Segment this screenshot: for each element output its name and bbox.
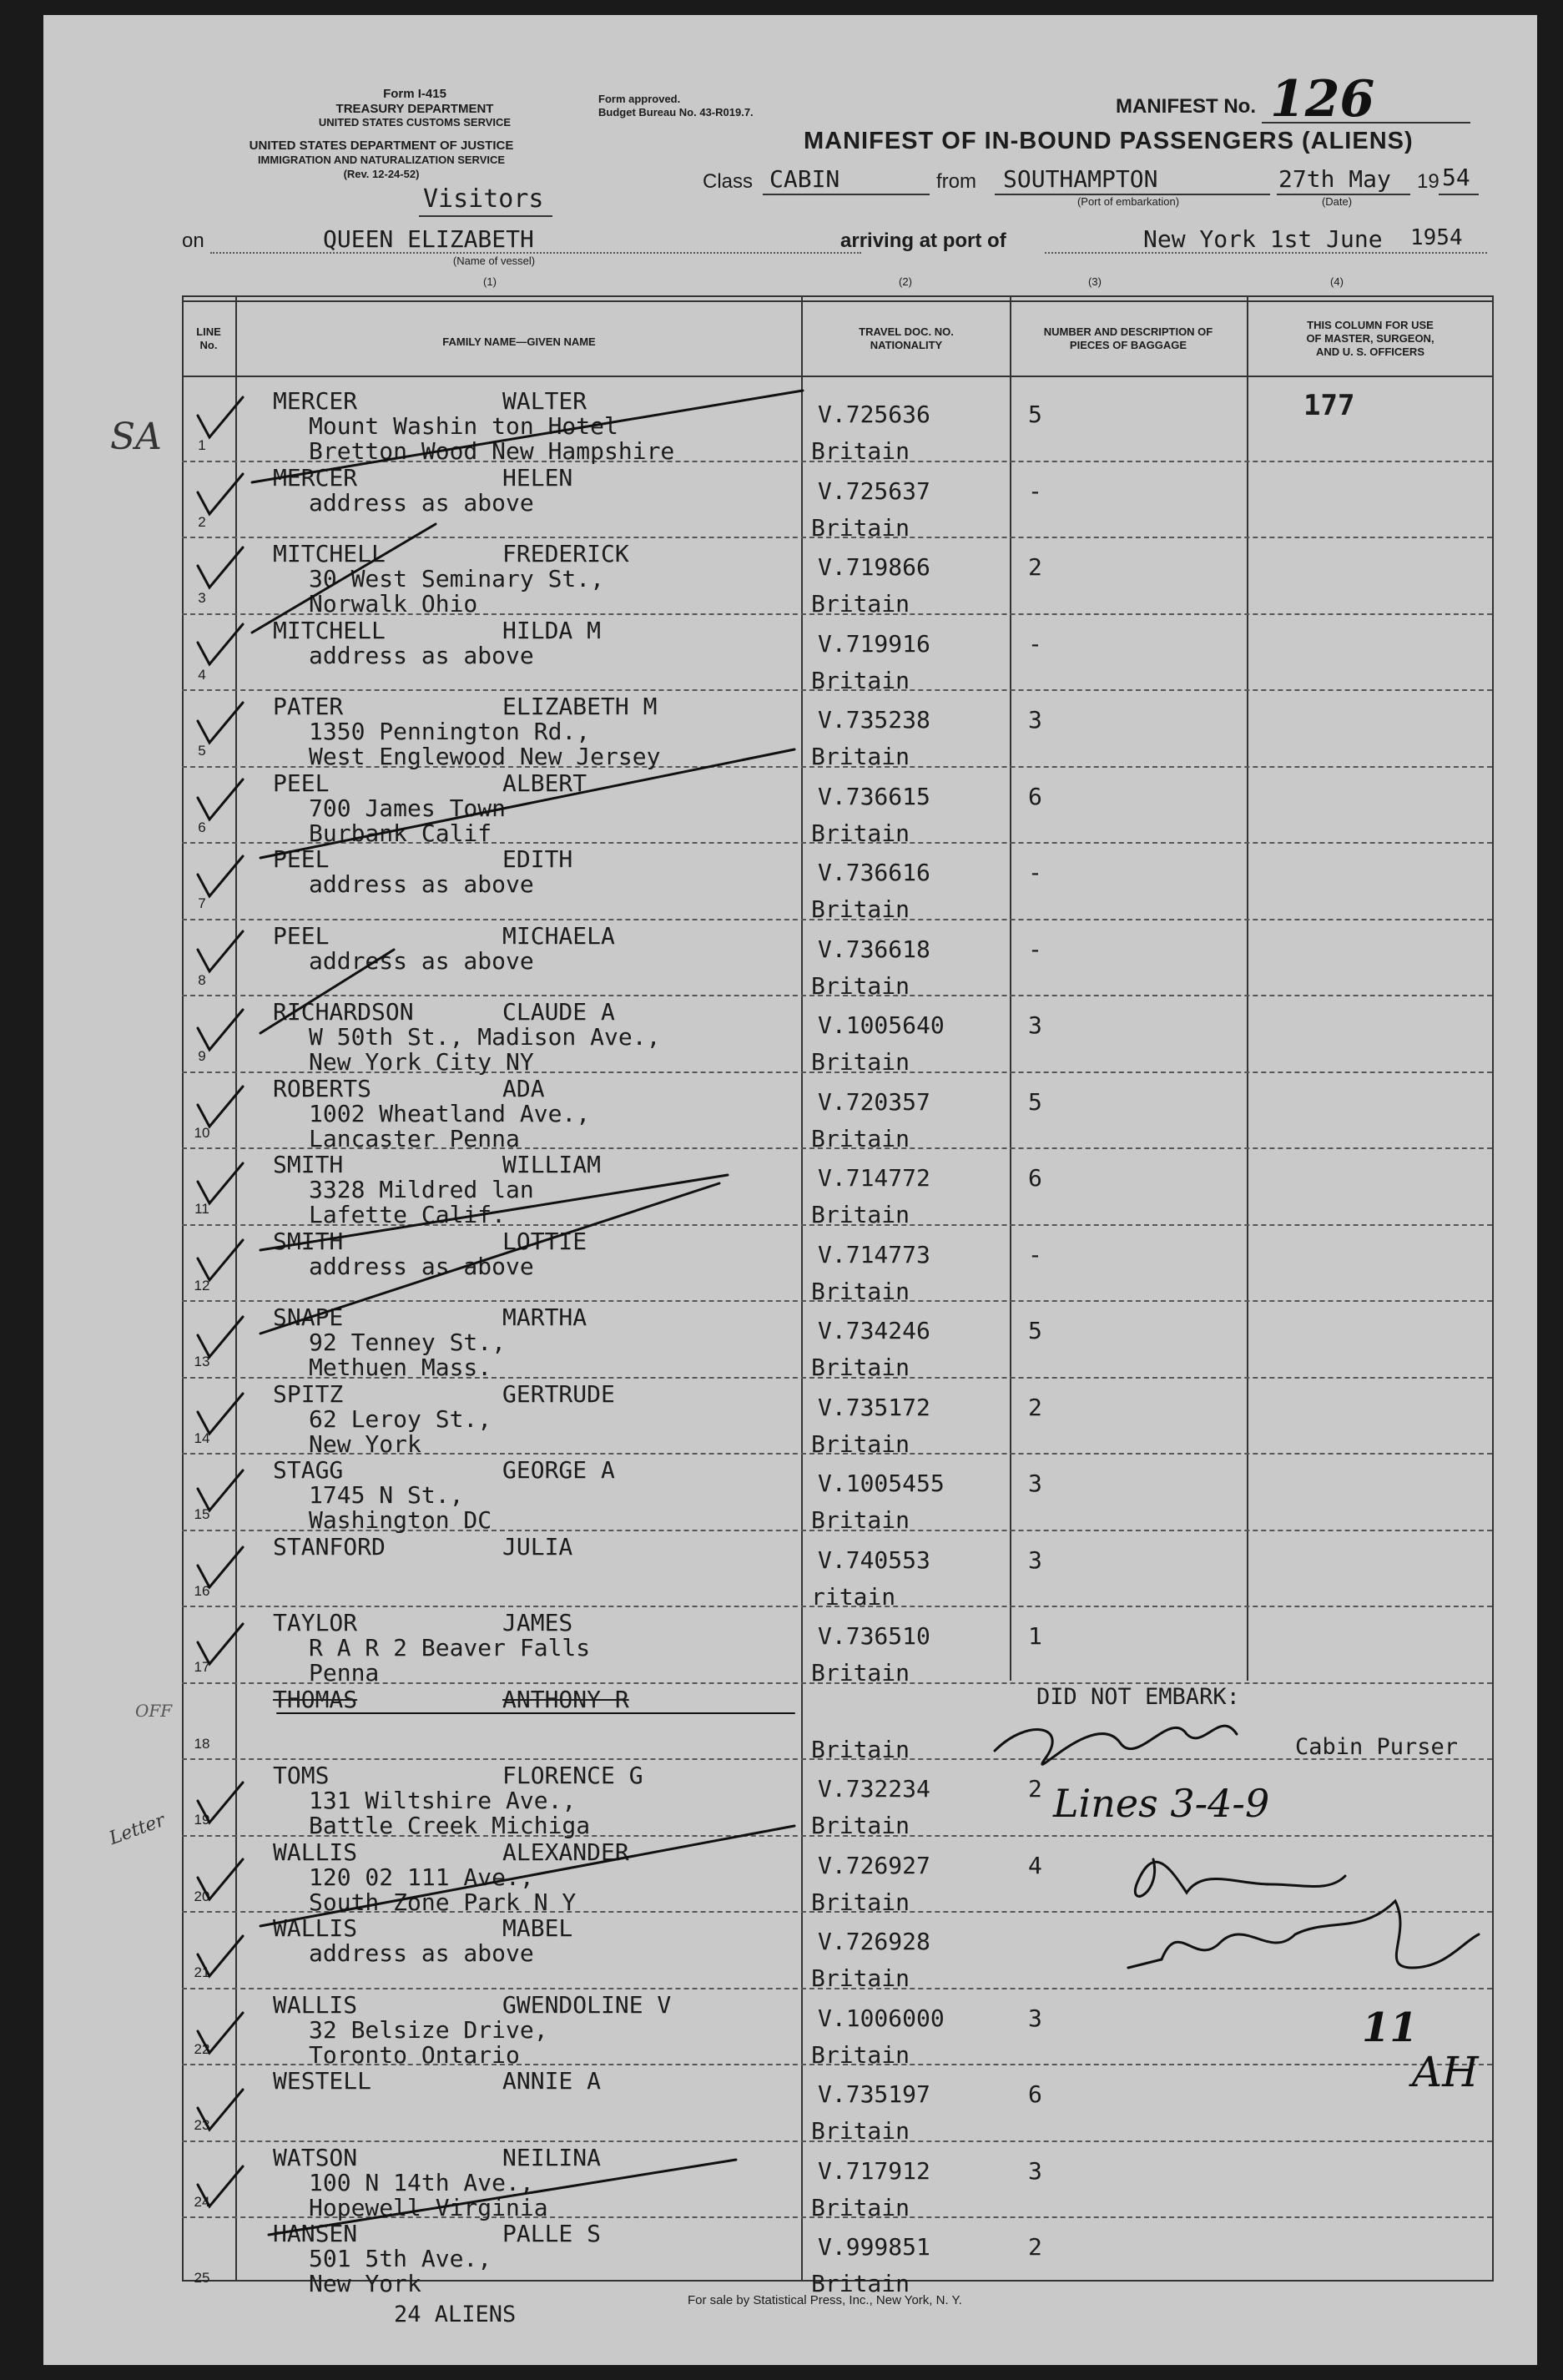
address-line-2: Lafette Calif.	[309, 1201, 507, 1228]
travel-doc-number: V.732234	[818, 1775, 930, 1803]
baggage-count: 2	[1028, 553, 1042, 581]
travel-doc-number: V.719916	[818, 630, 930, 658]
passenger-row	[43, 540, 1537, 617]
address-line-1: 1745 N St.,	[309, 1481, 464, 1509]
nationality: Britain	[811, 667, 910, 694]
address-line-1: 131 Wiltshire Ave.,	[309, 1787, 577, 1814]
travel-doc-number: V.999851	[818, 2233, 930, 2261]
form-approved: Form approved.	[598, 93, 681, 105]
given-name: JAMES	[502, 1609, 573, 1636]
family-name: SMITH	[273, 1151, 344, 1178]
passenger-row	[43, 1838, 1537, 1915]
baggage-count: 3	[1028, 2157, 1042, 2185]
passenger-row	[43, 1914, 1537, 1991]
address-line-1: 1002 Wheatland Ave.,	[309, 1100, 591, 1127]
address-line-1: address as above	[309, 642, 534, 669]
nationality: Britain	[811, 1201, 910, 1228]
line-number: 9	[198, 1048, 206, 1064]
count-note: 11	[1362, 2004, 1418, 2051]
given-name: CLAUDE A	[502, 998, 615, 1026]
manifest-no-label: MANIFEST No.	[1116, 95, 1256, 118]
family-name: SMITH	[273, 1228, 344, 1255]
margin-note-letter: Letter	[106, 1809, 169, 1850]
nationality: Britain	[811, 1812, 910, 1839]
address-line-1: address as above	[309, 870, 534, 898]
nationality: Britain	[811, 972, 910, 1000]
family-name: WALLIS	[273, 1838, 358, 1866]
family-name: MITCHELL	[273, 617, 386, 644]
dept-justice: UNITED STATES DEPARTMENT OF JUSTICE	[249, 139, 514, 153]
baggage-count: 6	[1028, 1164, 1042, 1192]
line-number: 24	[194, 2194, 210, 2210]
family-name: SNAPE	[273, 1303, 344, 1331]
travel-doc-number: V.735172	[818, 1394, 930, 1421]
family-name: ROBERTS	[273, 1075, 372, 1102]
line-number: 18	[194, 1736, 210, 1752]
given-name: MICHAELA	[502, 922, 615, 950]
nationality: Britain	[811, 1506, 910, 1534]
travel-doc-number: V.725636	[818, 401, 930, 428]
address-line-1: address as above	[309, 1939, 534, 1967]
line-number: 5	[198, 743, 206, 759]
passenger-row	[43, 1609, 1537, 1686]
family-name: PATER	[273, 693, 344, 720]
baggage-count: 5	[1028, 1088, 1042, 1116]
travel-doc-number: V.736618	[818, 935, 930, 963]
baggage-count: -	[1028, 477, 1042, 505]
family-name: WALLIS	[273, 1991, 358, 2019]
form-number: Form I-415	[383, 87, 446, 101]
travel-doc-number: V.735238	[818, 706, 930, 734]
address-line-2: Bretton Wood New Hampshire	[309, 437, 675, 465]
given-name: HILDA M	[502, 617, 602, 644]
arriving-label: arriving at port of	[840, 229, 1006, 252]
address-line-2: Norwalk Ohio	[309, 590, 478, 618]
nationality: Britain	[811, 1659, 910, 1687]
family-name: WALLIS	[273, 1914, 358, 1942]
baggage-count: 3	[1028, 1470, 1042, 1497]
baggage-count: 5	[1028, 1317, 1042, 1344]
address-line-1: R A R 2 Beaver Falls	[309, 1634, 591, 1661]
nationality: Britain	[811, 2270, 910, 2297]
given-name: WILLIAM	[502, 1151, 602, 1178]
nationality: Britain	[811, 437, 910, 465]
travel-doc-number: V.725637	[818, 477, 930, 505]
address-line-2: Toronto Ontario	[309, 2041, 520, 2069]
nationality: Britain	[811, 2194, 910, 2221]
baggage-count: -	[1028, 630, 1042, 658]
passenger-row	[43, 1303, 1537, 1380]
family-name: STANFORD	[273, 1533, 386, 1561]
line-number: 17	[194, 1659, 210, 1675]
line-number: 2	[198, 514, 206, 530]
given-name: ANNIE A	[502, 2067, 602, 2095]
given-name: ADA	[502, 1075, 545, 1102]
given-name: ANTHONY R	[502, 1686, 629, 1713]
line-number: 1	[198, 437, 206, 453]
nationality: Britain	[811, 743, 910, 770]
budget-bureau: Budget Bureau No. 43-R019.7.	[598, 106, 754, 118]
margin-note-sa: SA	[110, 416, 162, 458]
nationality: Britain	[811, 590, 910, 618]
passenger-row	[43, 693, 1537, 769]
line-number: 11	[194, 1201, 209, 1217]
baggage-count: 2	[1028, 1775, 1042, 1803]
passenger-row	[43, 1533, 1537, 1610]
family-name: MERCER	[273, 464, 358, 492]
address-line-2: New York	[309, 1430, 421, 1458]
line-number: 14	[194, 1430, 210, 1446]
address-line-1: 92 Tenney St.,	[309, 1329, 507, 1356]
address-line-2: Burbank Calif	[309, 819, 492, 847]
given-name: ALBERT	[502, 769, 587, 797]
address-line-2: New York City NY	[309, 1048, 534, 1076]
address-line-1: 501 5th Ave.,	[309, 2245, 492, 2272]
passenger-row	[43, 1456, 1537, 1533]
header-name: FAMILY NAME—GIVEN NAME	[442, 335, 596, 348]
given-name: HELEN	[502, 464, 573, 492]
passenger-row	[43, 1762, 1537, 1838]
manifest-page	[43, 15, 1537, 2365]
passenger-row	[43, 769, 1537, 846]
nationality: Britain	[811, 1430, 910, 1458]
passenger-row	[43, 1991, 1537, 2068]
address-line-2: Washington DC	[309, 1506, 492, 1534]
passenger-row	[43, 922, 1537, 999]
arrival-port-date: New York 1st June	[1143, 225, 1383, 253]
line-number: 15	[194, 1506, 210, 1522]
baggage-count: 3	[1028, 2004, 1042, 2032]
given-name: MABEL	[502, 1914, 573, 1942]
family-name: WATSON	[273, 2144, 358, 2171]
aliens-total: 24 ALIENS	[394, 2302, 517, 2327]
embark-date: 27th May	[1278, 165, 1391, 193]
arrival-year: 1954	[1410, 225, 1463, 250]
margin-note-off: OFF	[135, 1701, 173, 1721]
passenger-row	[43, 1380, 1537, 1457]
travel-doc-number: V.740553	[818, 1546, 930, 1574]
given-name: WALTER	[502, 387, 587, 415]
line-number: 8	[198, 972, 206, 988]
nationality: Britain	[811, 1736, 910, 1763]
travel-doc-number: V.714773	[818, 1241, 930, 1268]
travel-doc-number: V.1006000	[818, 2004, 945, 2032]
nationality: Britain	[811, 1354, 910, 1381]
line-number: 10	[194, 1125, 210, 1141]
family-name: MERCER	[273, 387, 358, 415]
family-name: STAGG	[273, 1456, 344, 1484]
family-name: SPITZ	[273, 1380, 344, 1408]
address-line-2: New York	[309, 2270, 421, 2297]
line-number: 12	[194, 1278, 210, 1293]
class-value: CABIN	[769, 165, 840, 193]
travel-doc-number: V.719866	[818, 553, 930, 581]
address-line-2: Lancaster Penna	[309, 1125, 520, 1152]
nationality: Britain	[811, 514, 910, 542]
line-number: 19	[194, 1812, 210, 1828]
address-line-1: address as above	[309, 489, 534, 517]
given-name: FLORENCE G	[502, 1762, 643, 1789]
lines-note: Lines 3-4-9	[1053, 1781, 1270, 1826]
purser-label: Cabin Purser	[1295, 1734, 1459, 1760]
address-line-1: 100 N 14th Ave.,	[309, 2169, 534, 2196]
line-number: 6	[198, 819, 206, 835]
given-name: GERTRUDE	[502, 1380, 615, 1408]
address-line-2: West Englewood New Jersey	[309, 743, 661, 770]
initials-note: AH	[1412, 2048, 1479, 2096]
did-not-embark: DID NOT EMBARK:	[1036, 1684, 1240, 1710]
line-number: 21	[194, 1964, 210, 1980]
given-name: ALEXANDER	[502, 1838, 629, 1866]
line-number: 23	[194, 2117, 210, 2133]
passenger-row	[43, 617, 1537, 693]
family-name: HANSEN	[273, 2220, 358, 2247]
travel-doc-number: V.1005640	[818, 1011, 945, 1039]
travel-doc-number: V.736615	[818, 783, 930, 810]
family-name: TOMS	[273, 1762, 330, 1789]
address-line-1: 120 02 111 Ave.,	[309, 1863, 534, 1891]
given-name: MARTHA	[502, 1303, 587, 1331]
travel-doc-number: V.720357	[818, 1088, 930, 1116]
header-baggage: NUMBER AND DESCRIPTION OF PIECES OF BAGGAGE	[1043, 325, 1213, 351]
baggage-count: 2	[1028, 1394, 1042, 1421]
form-revision: (Rev. 12-24-52)	[343, 168, 420, 180]
travel-doc-number: V.1005455	[818, 1470, 945, 1497]
baggage-count: 5	[1028, 401, 1042, 428]
family-name: TAYLOR	[273, 1609, 358, 1636]
visitors-label: Visitors	[423, 184, 544, 214]
baggage-count: 3	[1028, 1011, 1042, 1039]
family-name: PEEL	[273, 922, 330, 950]
line-number: 25	[194, 2270, 210, 2286]
printer-credit: For sale by Statistical Press, Inc., New York, N. Y.	[688, 2293, 962, 2307]
family-name: RICHARDSON	[273, 998, 414, 1026]
nationality: Britain	[811, 1278, 910, 1305]
line-number: 22	[194, 2041, 210, 2057]
nationality: Britain	[811, 2041, 910, 2069]
from-label: from	[936, 170, 976, 193]
address-line-2: South Zone Park N Y	[309, 1888, 577, 1916]
travel-doc-number: V.734246	[818, 1317, 930, 1344]
nationality: Britain	[811, 1048, 910, 1076]
col-num-3: (3)	[1088, 275, 1102, 288]
baggage-count: -	[1028, 1241, 1042, 1268]
address-line-2: Penna	[309, 1659, 380, 1687]
given-name: EDITH	[502, 845, 573, 873]
address-line-1: address as above	[309, 1253, 534, 1280]
passenger-row	[43, 1075, 1537, 1152]
address-line-1: address as above	[309, 947, 534, 975]
given-name: PALLE S	[502, 2220, 602, 2247]
nationality: Britain	[811, 1125, 910, 1152]
col-num-2: (2)	[899, 275, 912, 288]
dept-immigration: IMMIGRATION AND NATURALIZATION SERVICE	[257, 154, 506, 166]
baggage-count: -	[1028, 859, 1042, 886]
travel-doc-number: V.714772	[818, 1164, 930, 1192]
header-officers: THIS COLUMN FOR USE OF MASTER, SURGEON, AND U. S. OFFICERS	[1306, 319, 1434, 358]
line-number: 20	[194, 1888, 210, 1904]
on-label: on	[182, 229, 204, 252]
line-number: 7	[198, 895, 206, 911]
family-name: PEEL	[273, 845, 330, 873]
address-line-1: 1350 Pennington Rd.,	[309, 718, 591, 745]
address-line-1: Mount Washin ton Hotel	[309, 412, 618, 440]
address-line-2: Hopewell Virginia	[309, 2194, 548, 2221]
address-line-1: 62 Leroy St.,	[309, 1405, 492, 1433]
nationality: Britain	[811, 819, 910, 847]
passenger-row	[43, 998, 1537, 1075]
address-line-2: Methuen Mass.	[309, 1354, 492, 1381]
passenger-row	[43, 1151, 1537, 1228]
passenger-row	[43, 387, 1537, 464]
line-number: 13	[194, 1354, 210, 1369]
address-line-1: 30 West Seminary St.,	[309, 565, 605, 592]
manifest-number: 126	[1270, 70, 1375, 129]
baggage-count: 2	[1028, 2233, 1042, 2261]
class-label: Class	[703, 170, 754, 193]
passenger-row	[43, 2067, 1537, 2144]
header-travel-doc: TRAVEL DOC. NO. NATIONALITY	[859, 325, 954, 351]
passenger-row	[43, 845, 1537, 922]
dept-treasury: TREASURY DEPARTMENT	[335, 102, 494, 116]
year-prefix: 19	[1417, 170, 1439, 193]
dept-customs: UNITED STATES CUSTOMS SERVICE	[318, 116, 512, 129]
given-name: LOTTIE	[502, 1228, 587, 1255]
port-caption: (Port of embarkation)	[1076, 195, 1180, 208]
travel-doc-number: V.726927	[818, 1852, 930, 1879]
baggage-count: 3	[1028, 1546, 1042, 1574]
travel-doc-number: V.717912	[818, 2157, 930, 2185]
family-name: THOMAS	[273, 1686, 358, 1713]
baggage-count: 3	[1028, 706, 1042, 734]
given-name: GEORGE A	[502, 1456, 615, 1484]
address-line-1: W 50th St., Madison Ave.,	[309, 1023, 661, 1051]
passenger-row	[43, 2220, 1537, 2297]
year-suffix: 54	[1442, 164, 1470, 191]
col-num-4: (4)	[1330, 275, 1344, 288]
header-line-no: LINE No.	[196, 325, 221, 351]
line-number: 16	[194, 1583, 210, 1599]
nationality: Britain	[811, 895, 910, 923]
address-line-1: 32 Belsize Drive,	[309, 2016, 548, 2044]
given-name: NEILINA	[502, 2144, 602, 2171]
given-name: ELIZABETH M	[502, 693, 658, 720]
nationality: ritain	[811, 1583, 896, 1611]
passenger-row	[43, 464, 1537, 541]
address-line-1: 700 James Town	[309, 794, 507, 822]
given-name: FREDERICK	[502, 540, 629, 567]
port-embarkation: SOUTHAMPTON	[1003, 165, 1158, 193]
given-name: GWENDOLINE V	[502, 1991, 672, 2019]
family-name: PEEL	[273, 769, 330, 797]
travel-doc-number: V.736616	[818, 859, 930, 886]
officer-note: 177	[1303, 389, 1355, 422]
baggage-count: -	[1028, 935, 1042, 963]
travel-doc-number: V.736510	[818, 1622, 930, 1650]
address-line-1: 3328 Mildred lan	[309, 1176, 534, 1203]
nationality: Britain	[811, 2117, 910, 2145]
nationality: Britain	[811, 1888, 910, 1916]
address-line-2: Battle Creek Michiga	[309, 1812, 591, 1839]
baggage-count: 6	[1028, 783, 1042, 810]
given-name: JULIA	[502, 1533, 573, 1561]
line-number: 3	[198, 590, 206, 606]
passenger-row	[43, 1228, 1537, 1304]
travel-doc-number: V.735197	[818, 2080, 930, 2108]
nationality: Britain	[811, 1964, 910, 1992]
baggage-count: 4	[1028, 1852, 1042, 1879]
travel-doc-number: V.726928	[818, 1928, 930, 1955]
family-name: WESTELL	[273, 2067, 372, 2095]
col-num-1: (1)	[483, 275, 497, 288]
date-caption: (Date)	[1321, 195, 1353, 208]
baggage-count: 1	[1028, 1622, 1042, 1650]
baggage-count: 6	[1028, 2080, 1042, 2108]
manifest-title: MANIFEST OF IN-BOUND PASSENGERS (ALIENS)	[804, 128, 1414, 154]
vessel-name: QUEEN ELIZABETH	[323, 225, 534, 253]
vessel-caption: (Name of vessel)	[452, 255, 536, 267]
family-name: MITCHELL	[273, 540, 386, 567]
line-number: 4	[198, 667, 206, 683]
passenger-row	[43, 2144, 1537, 2221]
